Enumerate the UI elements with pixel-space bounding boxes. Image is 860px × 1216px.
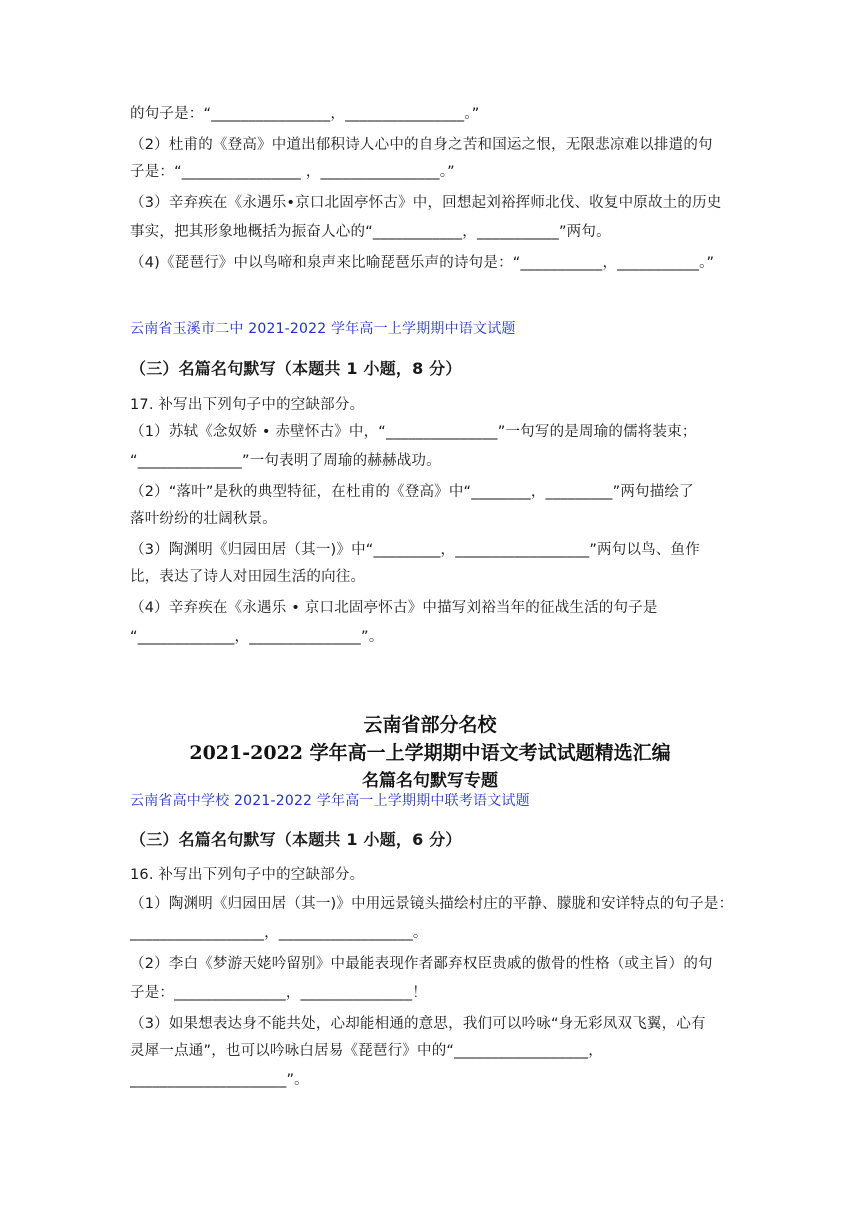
text-line: 子是：“________________ ，________________。” xyxy=(130,164,455,180)
section-heading: （三）名篇名句默写（本题共 1 小题，6 分） xyxy=(130,830,462,849)
text-line: 落叶纷纷的壮阔秋景。 xyxy=(130,511,277,527)
text-line: “______________”一句表明了周瑜的赫赫战功。 xyxy=(130,453,441,469)
text-line: （3）陶渊明《归园田居（其一)》中“_________，__________________”两句以鸟、鱼作 xyxy=(130,542,700,558)
question-number: 17. 补写出下列句子中的空缺部分。 xyxy=(130,397,365,413)
text-line: （2）杜甫的《登高》中道出郁积诗人心中的自身之苦和国运之恨，无限悲凉难以排遣的句 xyxy=(130,137,713,153)
text-line: （3）如果想表达身不能共处，心却能相通的意思，我们可以吟咏“身无彩凤双飞翼，心有 xyxy=(130,1016,706,1032)
text-line: 比，表达了诗人对田园生活的向往。 xyxy=(130,569,366,585)
text-line: _____________________”。 xyxy=(130,1072,309,1088)
text-line: 子是：_______________，_______________！ xyxy=(130,985,427,1001)
text-line: （4）辛弃疾在《永遇乐 • 京口北固亭怀古》中描写刘裕当年的征战生活的句子是 xyxy=(130,600,658,616)
source-line: 云南省高中学校 2021-2022 学年高一上学期期中联考语文试题 xyxy=(130,793,530,809)
text-line: __________________，__________________。 xyxy=(130,925,428,941)
text-line: （2）李白《梦游天姥吟留别》中最能表现作者鄙弃权臣贵戚的傲骨的性格（或主旨）的句 xyxy=(130,956,713,972)
text-line: 事实，把其形象地概括为振奋人心的“____________，___________”两句。 xyxy=(130,224,611,240)
text-line: （1）陶渊明《归园田居（其一)》中用远景镜头描绘村庄的平静、朦胧和安详特点的句子是： xyxy=(130,896,734,912)
text-line: “_____________，_______________”。 xyxy=(130,629,384,645)
text-line: （3）辛弃疾在《永遇乐•京口北固亭怀古》中，回想起刘裕挥师北伐、收复中原故土的历史 xyxy=(130,195,722,211)
text-line: （2）“落叶”是秋的典型特征，在杜甫的《登高》中“________，_________”两句描绘了 xyxy=(130,484,694,500)
text-line: 灵犀一点通”，也可以吟咏白居易《琵琶行》中的“__________________， xyxy=(130,1043,603,1059)
source-line: 云南省玉溪市二中 2021-2022 学年高一上学期期中语文试题 xyxy=(130,321,516,337)
text-line: （1）苏轼《念奴娇 • 赤壁怀古》中，“_______________”一句写的是周瑜的儒将装束； xyxy=(130,424,697,440)
topic-title: 名篇名句默写专题 xyxy=(362,771,498,791)
text-line: （4)《琵琶行》中以鸟啼和泉声来比喻琵琶乐声的诗句是：“___________，___________。” xyxy=(130,255,715,271)
collection-title: 云南省部分名校 xyxy=(363,714,497,736)
question-number: 16. 补写出下列句子中的空缺部分。 xyxy=(130,867,365,883)
section-heading: （三）名篇名句默写（本题共 1 小题，8 分） xyxy=(130,359,462,378)
collection-subtitle: 2021-2022 学年高一上学期期中语文考试试题精选汇编 xyxy=(189,742,671,764)
text-line: 的句子是：“________________，________________。” xyxy=(130,106,480,122)
